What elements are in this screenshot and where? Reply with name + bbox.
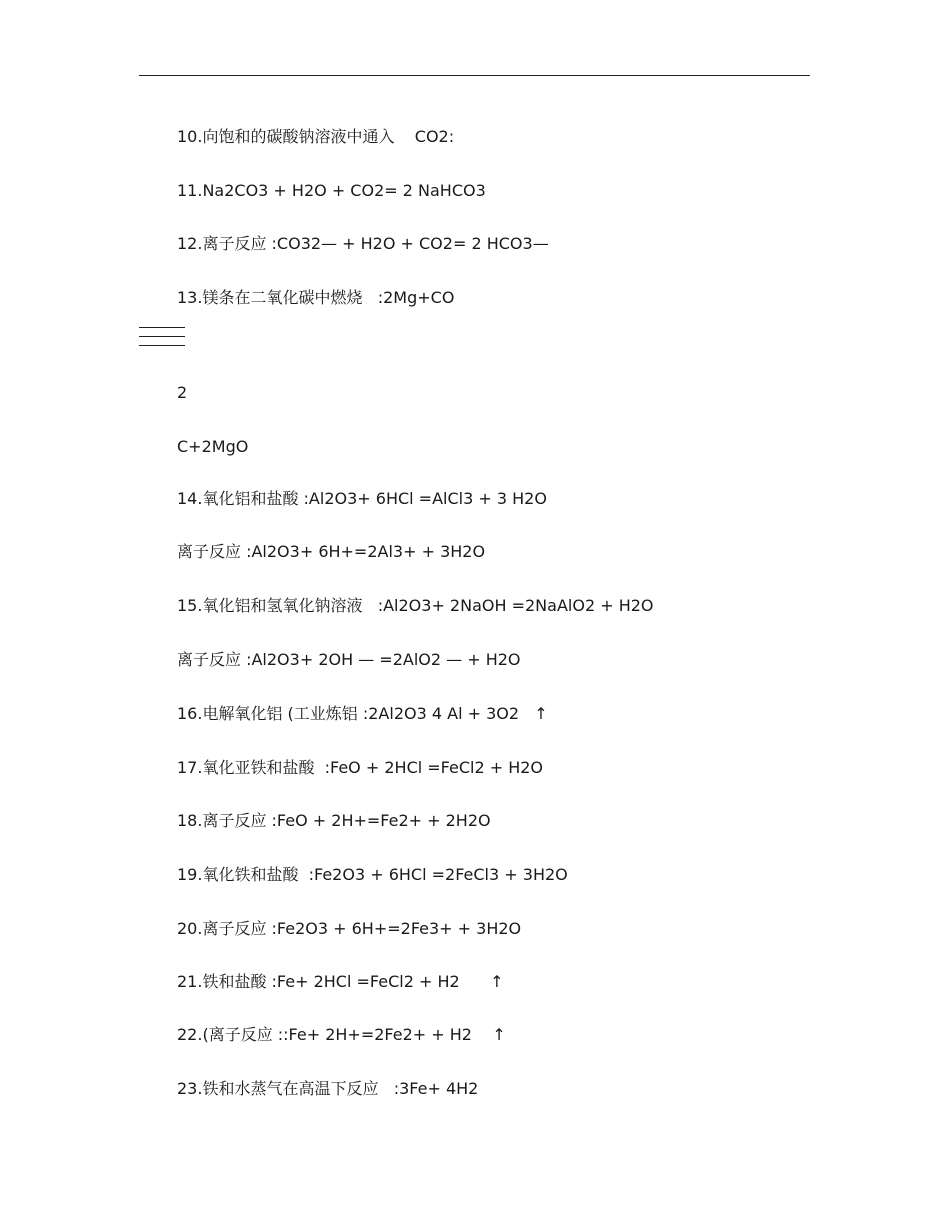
header-rule <box>139 75 810 76</box>
text-line: 17.氧化亚铁和盐酸 :FeO + 2HCl =FeCl2 + H2O <box>177 758 544 777</box>
text-line: 10.向饱和的碳酸钠溶液中通入 CO2: <box>177 127 455 146</box>
text-line: 23.铁和水蒸气在高温下反应 :3Fe+ 4H2 <box>177 1079 479 1098</box>
text-line: 16.电解氧化铝 (工业炼铝 :2Al2O3 4 Al + 3O2 ↑ <box>177 704 548 723</box>
text-line: C+2MgO <box>177 437 249 456</box>
text-line: 13.镁条在二氧化碳中燃烧 :2Mg+CO <box>177 288 455 307</box>
text-line: 11.Na2CO3 + H2O + CO2= 2 NaHCO3 <box>177 181 486 200</box>
text-line: 14.氧化铝和盐酸 :Al2O3+ 6HCl =AlCl3 + 3 H2O <box>177 489 547 508</box>
text-line: 2 <box>177 383 188 402</box>
text-line: 22.(离子反应 ::Fe+ 2H+=2Fe2+ + H2 ↑ <box>177 1025 506 1044</box>
text-line: 离子反应 :Al2O3+ 2OH — =2AlO2 — + H2O <box>177 650 521 669</box>
text-line: 19.氧化铁和盐酸 :Fe2O3 + 6HCl =2FeCl3 + 3H2O <box>177 865 568 884</box>
text-line: 21.铁和盐酸 :Fe+ 2HCl =FeCl2 + H2 ↑ <box>177 972 504 991</box>
text-line: 18.离子反应 :FeO + 2H+=Fe2+ + 2H2O <box>177 811 491 830</box>
text-line: 20.离子反应 :Fe2O3 + 6H+=2Fe3+ + 3H2O <box>177 919 522 938</box>
text-line: 15.氧化铝和氢氧化钠溶液 :Al2O3+ 2NaOH =2NaAlO2 + H2O <box>177 596 654 615</box>
text-line: 12.离子反应 :CO32— + H2O + CO2= 2 HCO3— <box>177 234 549 253</box>
reaction-condition-mark <box>139 327 185 354</box>
text-line: 离子反应 :Al2O3+ 6H+=2Al3+ + 3H2O <box>177 542 486 561</box>
